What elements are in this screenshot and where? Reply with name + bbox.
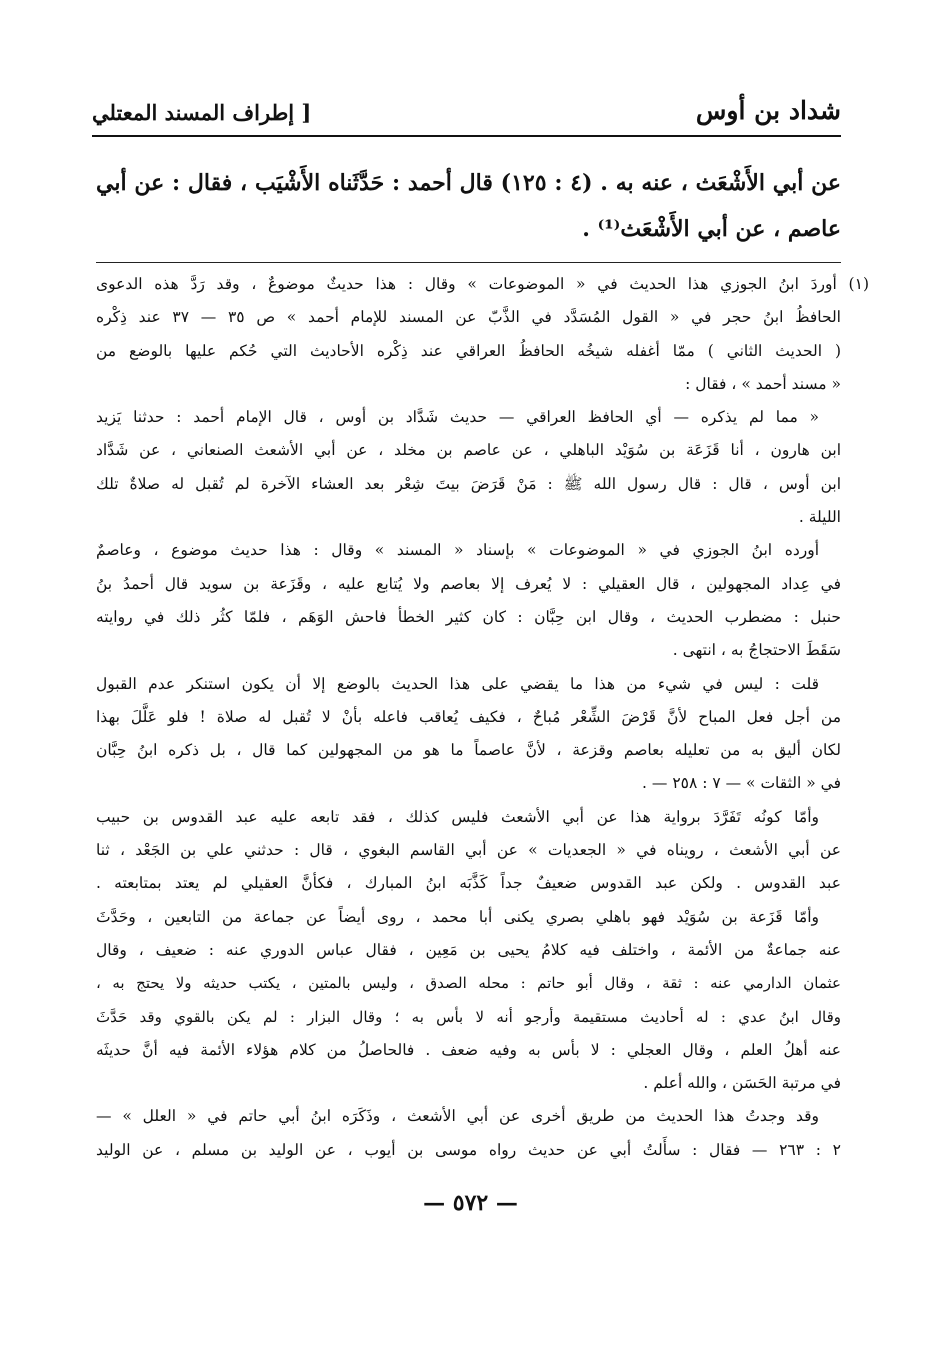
footnotes [96, 268, 869, 1167]
footnote-line: الليلة . [798, 508, 841, 527]
footnote-line: وقد وجدتُ هذا الحديث من طريق أخرى عن أبي الأشعث ، وذَكَرَه ابنُ أبي حاتم في « العلل » — [96, 1107, 819, 1126]
running-head-book-title: [ إطراف المسند المعتلي [92, 100, 312, 125]
footnote-line: ٢ : ٢٦٣ — فقال : سأَلتُ أبي عن حديث رواه موسى بن أيوب ، عن الوليد بن مسلم ، عن الوليد [96, 1140, 841, 1159]
page-number: — ٥٧٢ — [423, 1190, 518, 1216]
footnote-line: عنه أهلُ العلم ، وقال العجلي : لا بأس به وفيه ضعف . فالحاصلُ من كلام هؤلاء الأئمة فيه أنَّ حديثَه [96, 1040, 841, 1059]
footnote-line: في مرتبة الحَسَن ، والله أعلم . [643, 1074, 841, 1093]
footnote-line: وأمّا قَزَعة بن سُوَيْد فهو باهلي بصري يكنى أبا محمد ، روى أيضاً عن جماعة من التابعين ، وحَدَّثَ [96, 907, 819, 926]
footnote-line: قلت : ليس في شيء من هذا ما يقضي على هذا الحديث بالوضع إلا أن يكون استنكر عدم القبول [96, 674, 819, 693]
footnote-line: في « الثقات » — ٧ : ٢٥٨ — . [642, 774, 841, 793]
footnote-separator [96, 262, 841, 263]
footnote-line: وأمّا كونُه تَفَرَّدَ برواية هذا عن أبي الأشعث فليس كذلك ، فقد تابعه عليه عبد القدوس بن حبيب [96, 807, 819, 826]
footnote-line: « مسند أحمد » ، فقال : [685, 374, 841, 393]
footnote-line: ( الحديث الثاني ) ممّا أغفله شيخُه الحافظُ العراقي عند ذِكْره الأحاديث التي حُكم عليها بالوضع من [96, 341, 841, 360]
footnote-line: عنه جماعةٌ من الأئمة ، واختلف فيه كلامُ يحيى بن مَعِين ، فقال عباس الدوري عنه : ضعيف ، وقال [96, 940, 841, 959]
footnote-line: الحافظُ ابنُ حجر في « القول المُسَدَّد في الذَّبّ عن المسند للإمام أحمد » ص ٣٥ — ٣٧ عند ذِكْره [96, 308, 841, 327]
footnote-line: ابن هارون ، أنا قَزَعَة بن سُوَيْد الباهلي ، عن عاصم بن مخلد ، عن أبي الأشعث الصنعاني ، عن شَدَّاد [96, 441, 841, 460]
footnote-line: وقال ابنُ عدي : له أحاديث مستقيمة وأرجو أنه لا بأس به ؛ وقال البزار : لم يكن بالقوي وقد حَدَّثَ [96, 1007, 841, 1026]
footnote-line: لكان أليق به من تعليله بعاصم وقزعة ، لأنَّ عاصماً ما هو من المجهولين كما قال ، بل ذكره ابنُ حِبَّان [96, 741, 841, 760]
main-text-line: عاصم ، عن أبي الأَشْعَث⁽¹⁾ . [582, 216, 841, 242]
footnote-line: حنبل : مضطرب الحديث ، وقال ابن حِبَّان : كان كثير الخطأ فاحش الوَهَم ، فلمّا كثُر ذلك في روايته [96, 607, 841, 626]
main-text [96, 160, 841, 252]
footnote-line: عن أبي الأشعث ، رويناه في « الجعديات » عن أبي القاسم البغوي ، قال : حدثني علي بن الجَعْد ، ثنا [96, 841, 841, 860]
footnote-line: سَقَطَ الاحتجاجُ به ، انتهى . [672, 641, 841, 660]
running-head-chapter: شداد بن أوس [695, 96, 841, 125]
footnote-line: عبد القدوس . ولكن عبد القدوس ضعيفٌ جداً كَذَّبَه ابنُ المبارك ، فكأنَّ العقيلي لم يعتد بمتابعته . [96, 874, 841, 893]
footnote-line: (١) أوردَ ابنُ الجوزي هذا الحديث في « الموضوعات » وقال : هذا حديثٌ موضوعٌ ، وقد رَدَّ هذه الدعوى [96, 275, 869, 293]
footnote-line: من أجل فعل المباح لأنَّ قَرْضَ الشِّعْر مُباحٌ ، فكيف يُعاقب فاعله بأنْ لا تُقبل له صلاة ! فلو عَلَّلَ بهذا [96, 707, 841, 726]
running-head [92, 96, 841, 132]
header-rule [92, 135, 841, 137]
footnote-line: عثمان الدارمي عنه : ثقة ، وقال أبو حاتم : محله الصدق ، وليس بالمتين ، يكتب حديثه ولا يحتج به ، [96, 974, 841, 993]
main-text-line: عن أبي الأَشْعَث ، عنه به . (٤ : ١٢٥) قال أحمد : حَدَّثَناه الأَشْيَب ، فقال : عن أبي [96, 170, 841, 196]
footnote-line: ابن أوس ، قال : قال رسول الله ﷺ : مَنْ قَرَضَ بيتَ شِعْر بعد العشاء الآخرة لم تُقبل له صلاةٌ تلك [96, 474, 841, 493]
footnote-line: أورده ابنُ الجوزي في « الموضوعات » بإسناد « المسند » وقال : هذا حديث موضوع ، وعاصمٌ [96, 541, 819, 560]
footnote-line: في عِداد المجهولين ، قال العقيلي : لا يُعرف إلا بعاصم ولا يُتابع عليه ، وقَزَعة بن سويد قال أحمدُ بنُ [96, 574, 841, 593]
footnote-line: « مما لم يذكره — أي الحافظ العراقي — حديث شَدَّاد بن أوس ، قال الإمام أحمد : حدثنا يَزيد [96, 408, 819, 427]
